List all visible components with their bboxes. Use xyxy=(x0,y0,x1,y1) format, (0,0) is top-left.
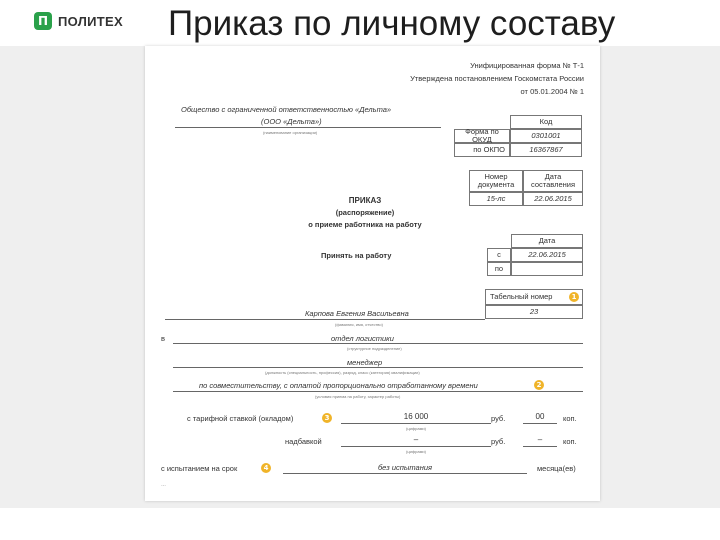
note-badge-1: 1 xyxy=(569,292,579,302)
salary-kop-value: 00 xyxy=(535,412,545,421)
position-value: менеджер xyxy=(347,358,383,367)
in-label: в xyxy=(161,334,165,343)
code-header-cell: Код xyxy=(510,115,582,129)
slide-title: Приказ по личному составу xyxy=(168,4,616,43)
okpo-label-cell: по ОКПО xyxy=(454,143,510,157)
work-conditions-underline xyxy=(173,391,583,392)
bonus-kop-label: коп. xyxy=(563,437,577,446)
org-underline xyxy=(175,127,441,128)
unified-form-label: Унифицированная форма № Т-1 xyxy=(470,61,584,70)
note-badge-2: 2 xyxy=(534,380,544,390)
doc-date-value-cell: 22.06.2015 xyxy=(523,192,583,206)
to-label-cell: по xyxy=(487,262,511,276)
footer-mark: … xyxy=(161,482,166,488)
salary-digits-caption: (цифрами) xyxy=(406,426,426,431)
tab-number-header-text: Табельный номер xyxy=(490,292,553,301)
from-value-cell: 22.06.2015 xyxy=(511,248,583,262)
salary-kop-underline xyxy=(523,423,557,424)
employee-underline xyxy=(165,319,485,320)
bonus-label: надбавкой xyxy=(285,437,322,446)
from-label-cell: с xyxy=(487,248,511,262)
position-caption: (должность (специальность, профессия), разряд, класс (категория) квалификации) xyxy=(265,370,420,375)
salary-underline xyxy=(341,423,491,424)
logo-text: ПОЛИТЕХ xyxy=(58,13,123,29)
to-value-cell xyxy=(511,262,583,276)
date-header-cell: Дата xyxy=(511,234,583,248)
department-value: отдел логистики xyxy=(331,334,394,343)
logo-mark-glyph: П xyxy=(37,14,49,28)
order-title: ПРИКАЗ xyxy=(348,196,382,205)
work-conditions-caption: (условия приема на работу, характер работы) xyxy=(315,394,401,399)
salary-kop-label: коп. xyxy=(563,414,577,423)
org-name-line2: (ООО «Дельта») xyxy=(261,117,322,126)
probation-underline xyxy=(283,473,527,474)
work-conditions-value: по совместительству, с оплатой пропорционально отработанному времени xyxy=(199,381,478,390)
bonus-digits-caption: (цифрами) xyxy=(406,449,426,454)
position-underline xyxy=(173,367,583,368)
salary-label: с тарифной ставкой (окладом) xyxy=(187,414,294,423)
bonus-kop-value: – xyxy=(537,435,543,444)
months-label: месяца(ев) xyxy=(537,464,576,473)
okud-label-cell: Форма по ОКУД xyxy=(454,129,510,143)
employee-caption: (фамилия, имя, отчество) xyxy=(335,322,383,327)
department-underline xyxy=(173,343,583,344)
okpo-value-cell: 16367867 xyxy=(510,143,582,157)
org-caption: (наименование организации) xyxy=(263,130,318,135)
bonus-rub-label: руб. xyxy=(491,437,506,446)
approved-by-label: Утверждена постановлением Госкомстата России xyxy=(410,74,584,83)
doc-number-header-cell: Номер документа xyxy=(469,170,523,192)
note-badge-4: 4 xyxy=(261,463,271,473)
politeh-logo-icon xyxy=(34,12,52,30)
org-name-line1: Общество с ограниченной ответственностью «Дельта» xyxy=(181,105,392,114)
salary-value: 16 000 xyxy=(403,412,429,421)
approved-date-label: от 05.01.2004 № 1 xyxy=(520,87,584,96)
probation-label: с испытанием на срок xyxy=(161,464,238,473)
bonus-underline xyxy=(341,446,491,447)
hire-label: Принять на работу xyxy=(321,251,392,260)
bonus-value: – xyxy=(413,435,419,444)
employee-name: Карпова Евгения Васильевна xyxy=(305,309,409,318)
doc-date-header-cell: Дата составления xyxy=(523,170,583,192)
note-badge-3: 3 xyxy=(322,413,332,423)
order-about: о приеме работника на работу xyxy=(308,220,422,229)
department-caption: (структурное подразделение) xyxy=(347,346,402,351)
tab-number-value-cell: 23 xyxy=(485,305,583,319)
doc-number-value-cell: 15-лс xyxy=(469,192,523,206)
salary-rub-label: руб. xyxy=(491,414,506,423)
okud-value-cell: 0301001 xyxy=(510,129,582,143)
bonus-kop-underline xyxy=(523,446,557,447)
probation-value: без испытания xyxy=(377,463,433,472)
t1-form-document xyxy=(145,46,600,501)
order-subtitle: (распоряжение) xyxy=(335,208,395,217)
brand-logo xyxy=(34,12,123,30)
